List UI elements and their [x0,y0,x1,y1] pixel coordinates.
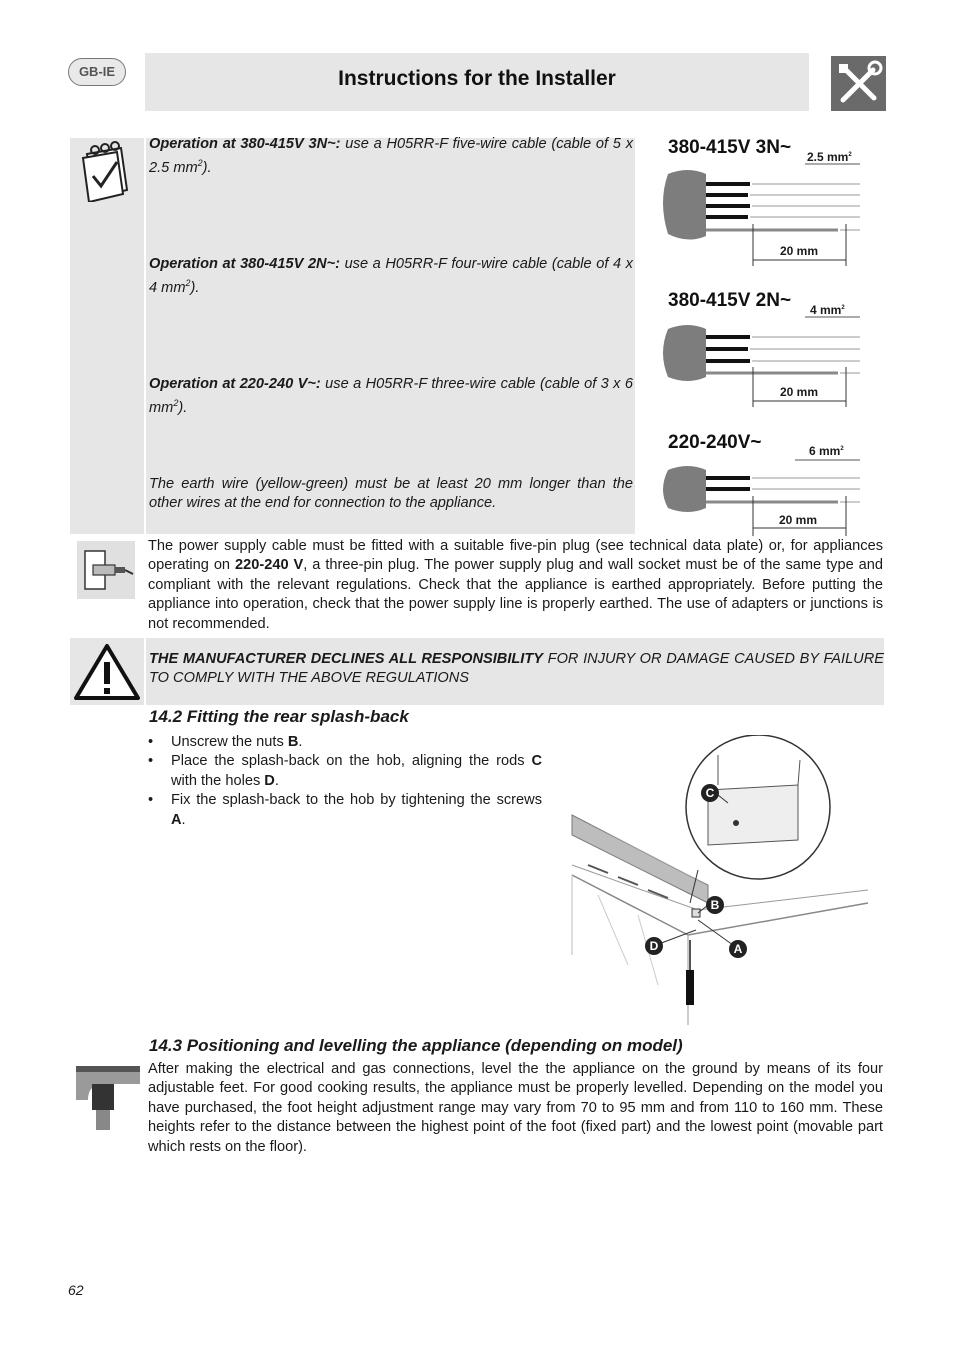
cable-diagram-2 [658,315,864,409]
earth-note: The earth wire (yellow-green) must be at least 20 mm longer than the other wires at the end for connection to the appliance. [149,476,633,512]
warning-icon [70,638,144,705]
adjustable-foot-icon [74,1064,142,1132]
level-paragraph: After making the electrical and gas connections, level the the appliance on the ground by means of its four adjustable feet. For good cooking results, the appliance must be properly levelled. Depending on the model you have purchased, the foot height adjustment range may vary from 70 to 95 mm and from 110 to 160 mm. These heights refer to the distance between the highest point of the foot (fixed part) and the lowest point (movable part which rests on the floor). [148,1061,883,1155]
diagram-1-length: 20 mm [780,244,819,258]
page-number: 62 [68,1282,84,1298]
diagram-2-section: 4 $mm^2$ [810,303,845,317]
splash-heading: 14.2 Fitting the rear splash-back [149,707,409,726]
diagram-3-length: 20 mm [779,513,818,527]
tools-icon [831,56,886,111]
diagram-2-voltage: 380-415V 2N~ [668,290,792,311]
callout-a: A [729,940,747,958]
diagram-3-voltage: 220-240V~ [668,432,762,453]
plug-icon [77,541,135,599]
region-badge: GB-IE [68,58,126,86]
list-item: • Place the splash-back on the hob, aligning the rods C with the holes D. [148,752,542,791]
page-title: Instructions for the Installer [338,67,616,90]
diagram-2-length: 20 mm [780,385,819,399]
warning-text: THE MANUFACTURER DECLINES ALL RESPONSIBILITY FOR INJURY OR DAMAGE CAUSED BY FAILURE TO COMPLY WITH THE ABOVE REGULATIONS [149,651,884,687]
list-item: • Unscrew the nuts B. [148,733,542,752]
notebook-icon [77,140,137,202]
splash-back-illustration [568,735,870,1030]
plug-paragraph: The power supply cable must be fitted with a suitable five-pin plug (see technical data plate) or, for appliances operating on 220-240 V, a three-pin plug. The power supply plug and wall socket must be of the same type and compliant with the relevant regulations. Check that the appliance is earthed appropriately. Before putting the appliance into operation, check that the power supply line is properly earthed. The use of adapters or junctions is not recommended. [148,538,884,632]
note-icon-column [70,138,144,534]
op3-text: Operation at 220-240 V~: use a H05RR-F three-wire cable (cable of 3 x 6 $mm^2$). [149,376,633,417]
op2-text: Operation at 380-415V 2N~: use a H05RR-F four-wire cable (cable of 4 x 4 $mm^2$). [149,256,633,297]
splash-steps [148,733,542,830]
diagram-1-voltage: 380-415V 3N~ [668,137,792,158]
cable-diagram-1 [658,162,864,268]
callout-b: B [706,896,724,914]
diagram-3-section: 6 $mm^2$ [809,444,844,458]
cable-diagram-3 [658,458,864,538]
callout-c: C [701,784,719,802]
op1-text: Operation at 380-415V 3N~: use a H05RR-F five-wire cable (cable of 5 x 2.5 $mm^2$). [149,136,633,177]
plug-icon-box [77,541,135,599]
callout-d: D [645,937,663,955]
list-item: • Fix the splash-back to the hob by tightening the screws A. [148,791,542,830]
diagram-1-section: 2.5 $mm^2$ [807,150,852,164]
warning-icon-box [70,638,144,705]
header-bar [145,53,809,111]
level-heading: 14.3 Positioning and levelling the appliance (depending on model) [149,1036,683,1055]
